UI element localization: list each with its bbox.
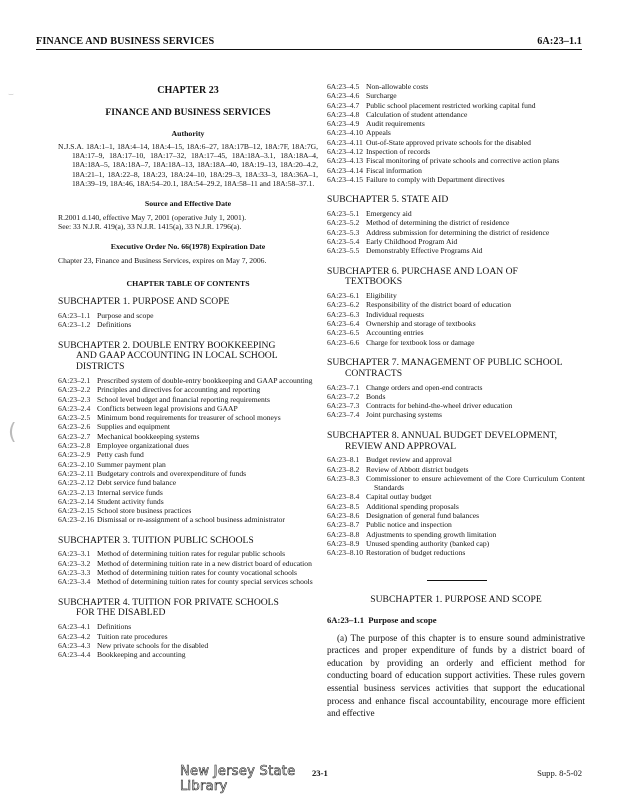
subchapter-title-continued: AND GAAP ACCOUNTING IN LOCAL SCHOOL DISTRICTS bbox=[76, 350, 278, 373]
toc-entry-title: Additional spending proposals bbox=[366, 501, 459, 511]
toc-entry-number: 6A:23–2.6 bbox=[58, 422, 91, 432]
subchapter-title-continued: TEXTBOOKS bbox=[345, 276, 403, 288]
source-line-2: See: 33 N.J.R. 419(a), 33 N.J.R. 1415(a), 33 N.J.R. 1796(a). bbox=[58, 221, 242, 231]
toc-entry-title: Prescribed system of double-entry bookkeeping and GAAP accounting bbox=[97, 375, 313, 385]
toc-entry bbox=[327, 166, 585, 175]
toc-entry-number: 6A:23–4.14 bbox=[327, 165, 364, 175]
toc-entry-number: 6A:23–4.2 bbox=[58, 631, 91, 641]
toc-entry-number: 6A:23–2.12 bbox=[58, 478, 95, 488]
toc-entry-number: 6A:23–8.9 bbox=[327, 538, 360, 548]
toc-entry bbox=[58, 441, 318, 450]
subchapter-toc-list bbox=[58, 622, 318, 659]
toc-entry bbox=[327, 511, 585, 520]
section-divider bbox=[427, 580, 487, 581]
toc-entry-number: 6A:23–4.13 bbox=[327, 156, 364, 166]
toc-entry bbox=[327, 520, 585, 529]
toc-entry-number: 6A:23–8.5 bbox=[327, 501, 360, 511]
toc-entry bbox=[327, 328, 585, 337]
toc-entry-number: 6A:23–4.8 bbox=[327, 109, 360, 119]
toc-entry-title: Non-allowable costs bbox=[366, 82, 429, 91]
toc-entry-number: 6A:23–2.15 bbox=[58, 506, 95, 516]
toc-entry-title: Employee organizational dues bbox=[97, 441, 189, 451]
toc-entry-title: Petty cash fund bbox=[97, 450, 144, 460]
toc-entry bbox=[58, 549, 318, 558]
subchapter-toc-list bbox=[58, 376, 318, 525]
toc-entry-title: Responsibility of the district board of education bbox=[366, 300, 512, 310]
toc-entry-title: Principles and directives for accounting and reporting bbox=[97, 385, 261, 395]
subchapter-toc-list bbox=[327, 209, 585, 255]
toc-entry-title: Out-of-State approved private schools for the disabled bbox=[366, 137, 531, 147]
toc-entry bbox=[58, 577, 318, 586]
subchapter-heading bbox=[58, 598, 318, 620]
toc-entry-title: Ownership and storage of textbooks bbox=[366, 319, 476, 329]
toc-entry-title: Method of determining the district of residence bbox=[366, 218, 510, 228]
toc-entry bbox=[327, 156, 585, 165]
toc-entry-number: 6A:23–8.7 bbox=[327, 520, 360, 530]
toc-entry bbox=[58, 641, 318, 650]
toc-entry-number: 6A:23–4.10 bbox=[327, 128, 364, 138]
toc-entry-title: Purpose and scope bbox=[97, 310, 154, 320]
toc-entry-number: 6A:23–8.8 bbox=[327, 529, 360, 539]
toc-entry bbox=[327, 410, 585, 419]
toc-entry bbox=[58, 506, 318, 515]
toc-entry bbox=[327, 319, 585, 328]
toc-entry bbox=[327, 147, 585, 156]
supplement-date: Supp. 8-5-02 bbox=[537, 768, 582, 778]
toc-entry bbox=[327, 119, 585, 128]
toc-entry-number: 6A:23–2.16 bbox=[58, 515, 95, 525]
toc-entry bbox=[327, 82, 585, 91]
toc-entry-number: 6A:23–8.2 bbox=[327, 464, 360, 474]
toc-entry bbox=[58, 497, 318, 506]
toc-entry bbox=[327, 383, 585, 392]
running-header bbox=[36, 36, 582, 50]
toc-entry bbox=[58, 478, 318, 487]
left-toc bbox=[58, 297, 318, 659]
toc-entry-number: 6A:23–4.12 bbox=[327, 147, 364, 157]
toc-entry-title: Restoration of budget reductions bbox=[366, 548, 466, 558]
toc-entry-number: 6A:23–2.9 bbox=[58, 450, 91, 460]
subchapter-title-continued: CONTRACTS bbox=[345, 367, 403, 379]
toc-entry bbox=[58, 376, 318, 385]
body-subchapter-heading: SUBCHAPTER 1. PURPOSE AND SCOPE bbox=[370, 593, 542, 605]
toc-entry-title: Tuition rate procedures bbox=[97, 631, 168, 641]
toc-entry bbox=[58, 559, 318, 568]
toc-entry-title: Designation of general fund balances bbox=[366, 511, 480, 521]
subchapter-title: SUBCHAPTER 4. TUITION FOR PRIVATE SCHOOLS bbox=[58, 596, 279, 608]
subchapter-title: SUBCHAPTER 6. PURCHASE AND LOAN OF bbox=[327, 265, 518, 277]
toc-entry bbox=[58, 311, 318, 320]
toc-entry-title: Commissioner to ensure achievement of the Core Curriculum Content Standards bbox=[366, 473, 585, 493]
subchapter-title: SUBCHAPTER 8. ANNUAL BUDGET DEVELOPMENT, bbox=[327, 429, 558, 441]
toc-entry-title: New private schools for the disabled bbox=[97, 640, 209, 650]
toc-entry bbox=[327, 237, 585, 246]
toc-entry-number: 6A:23–3.4 bbox=[58, 577, 91, 587]
subchapter-title: SUBCHAPTER 5. STATE AID bbox=[327, 194, 449, 206]
toc-entry bbox=[327, 539, 585, 548]
toc-entry-number: 6A:23–1.1 bbox=[58, 310, 91, 320]
toc-entry-title: Budget review and approval bbox=[366, 455, 452, 465]
toc-entry-title: Public notice and inspection bbox=[366, 520, 452, 530]
toc-entry bbox=[327, 209, 585, 218]
source-line-1: R.2001 d.140, effective May 7, 2001 (operative July 1, 2001). bbox=[58, 212, 247, 222]
toc-entry-title: Minimum bond requirements for treasurer of school moneys bbox=[97, 413, 281, 423]
subchapter-title-continued: REVIEW AND APPROVAL bbox=[345, 440, 457, 452]
authority-heading: Authority bbox=[171, 128, 205, 138]
section-heading bbox=[327, 616, 585, 625]
toc-entry bbox=[327, 291, 585, 300]
toc-entry-number: 6A:23–3.3 bbox=[58, 568, 91, 578]
toc-entry-number: 6A:23–2.8 bbox=[58, 441, 91, 451]
toc-entry-title: Change orders and open-end contracts bbox=[366, 382, 483, 392]
toc-entry-number: 6A:23–8.3 bbox=[327, 473, 360, 483]
toc-entry-number: 6A:23–8.4 bbox=[327, 492, 360, 502]
toc-entry-number: 6A:23–5.3 bbox=[327, 227, 360, 237]
toc-entry-number: 6A:23–4.6 bbox=[327, 91, 360, 101]
toc-entry bbox=[327, 128, 585, 137]
toc-entry-number: 6A:23–6.4 bbox=[327, 319, 360, 329]
section-number: 6A:23–1.1 bbox=[327, 615, 364, 626]
executive-order-text: Chapter 23, Finance and Business Services, expires on May 7, 2006. bbox=[58, 255, 267, 265]
toc-entry bbox=[327, 474, 585, 493]
toc-entry-title: Definitions bbox=[97, 622, 132, 632]
subchapter-title: SUBCHAPTER 2. DOUBLE ENTRY BOOKKEEPING bbox=[58, 339, 276, 351]
toc-entry-title: School level budget and financial reporting requirements bbox=[97, 394, 270, 404]
toc-entry bbox=[327, 502, 585, 511]
toc-entry bbox=[327, 465, 585, 474]
toc-entry bbox=[58, 320, 318, 329]
toc-entry-title: Contracts for behind-the-wheel driver education bbox=[366, 401, 513, 411]
toc-entry bbox=[58, 432, 318, 441]
toc-entry bbox=[327, 401, 585, 410]
toc-entry bbox=[327, 138, 585, 147]
toc-entry-number: 6A:23–4.15 bbox=[327, 174, 364, 184]
toc-entry-title: Capital outlay budget bbox=[366, 492, 432, 502]
toc-entry-number: 6A:23–8.6 bbox=[327, 511, 360, 521]
toc-entry-title: Audit requirements bbox=[366, 119, 425, 129]
header-title: FINANCE AND BUSINESS SERVICES bbox=[36, 36, 215, 47]
toc-entry-number: 6A:23–2.2 bbox=[58, 385, 91, 395]
toc-entry bbox=[327, 338, 585, 347]
toc-entry-title: Surcharge bbox=[366, 91, 397, 101]
toc-entry-number: 6A:23–4.11 bbox=[327, 137, 363, 147]
toc-entry-title: Mechanical bookkeeping systems bbox=[97, 431, 200, 441]
toc-entry-number: 6A:23–4.9 bbox=[327, 119, 360, 129]
right-column bbox=[327, 82, 585, 720]
subchapter-title: SUBCHAPTER 1. PURPOSE AND SCOPE bbox=[58, 296, 230, 308]
toc-entry-title: Unused spending authority (banked cap) bbox=[366, 538, 490, 548]
toc-entry-title: Inspection of records bbox=[366, 147, 431, 157]
toc-entry-title: Failure to comply with Department directives bbox=[366, 174, 505, 184]
scan-mark: ⌣ bbox=[8, 90, 14, 100]
toc-entry-number: 6A:23–2.3 bbox=[58, 394, 91, 404]
toc-entry-title: Accounting entries bbox=[366, 328, 424, 338]
toc-entry-number: 6A:23–2.7 bbox=[58, 431, 91, 441]
toc-entry-title: Joint purchasing systems bbox=[366, 410, 442, 420]
right-toc bbox=[327, 195, 585, 557]
toc-entry bbox=[58, 650, 318, 659]
toc-entry bbox=[327, 101, 585, 110]
toc-entry-number: 6A:23–7.2 bbox=[327, 391, 360, 401]
subchapter-title: SUBCHAPTER 3. TUITION PUBLIC SCHOOLS bbox=[58, 534, 254, 546]
subchapter-heading bbox=[327, 267, 585, 289]
toc-entry-number: 6A:23–6.3 bbox=[327, 309, 360, 319]
toc-entry bbox=[327, 392, 585, 401]
subchapter-toc-list bbox=[327, 291, 585, 347]
toc-entry-number: 6A:23–2.13 bbox=[58, 487, 95, 497]
toc-entry-number: 6A:23–5.1 bbox=[327, 209, 360, 219]
toc-entry-title: Summer payment plan bbox=[97, 459, 166, 469]
toc-entry bbox=[58, 515, 318, 524]
toc-entry-number: 6A:23–3.1 bbox=[58, 549, 91, 559]
toc-entry bbox=[58, 460, 318, 469]
chapter-number: CHAPTER 23 bbox=[157, 85, 219, 96]
toc-entry-title: Calculation of student attendance bbox=[366, 109, 468, 119]
toc-entry-number: 6A:23–8.1 bbox=[327, 455, 360, 465]
executive-order-heading: Executive Order No. 66(1978) Expiration Date bbox=[110, 242, 266, 252]
toc-entry-title: Method of determining tuition rates for county special services schools bbox=[97, 577, 313, 587]
toc-entry-number: 6A:23–6.6 bbox=[327, 337, 360, 347]
subchapter-title: SUBCHAPTER 7. MANAGEMENT OF PUBLIC SCHOOL bbox=[327, 356, 563, 368]
toc-entry bbox=[58, 622, 318, 631]
toc-entry bbox=[327, 310, 585, 319]
toc-entry-title: Demonstrably Effective Programs Aid bbox=[366, 246, 483, 256]
toc-entry-title: Bookkeeping and accounting bbox=[97, 650, 186, 660]
toc-entry-number: 6A:23–2.10 bbox=[58, 459, 95, 469]
subchapter-toc-list bbox=[327, 455, 585, 557]
scan-bracket: ( bbox=[8, 420, 17, 445]
subchapter-heading bbox=[58, 341, 318, 373]
subchapter-toc-list bbox=[58, 311, 318, 330]
section-title: Purpose and scope bbox=[368, 615, 437, 626]
toc-entry bbox=[327, 300, 585, 309]
toc-entry bbox=[58, 450, 318, 459]
toc-entry-number: 6A:23–2.4 bbox=[58, 403, 91, 413]
toc-entry-number: 6A:23–6.1 bbox=[327, 291, 360, 301]
subchapter-heading bbox=[327, 431, 585, 453]
toc-entry-number: 6A:23–6.2 bbox=[327, 300, 360, 310]
toc-entry bbox=[327, 228, 585, 237]
toc-entry bbox=[58, 632, 318, 641]
subchapter-heading bbox=[58, 297, 318, 308]
toc-entry-number: 6A:23–4.7 bbox=[327, 100, 360, 110]
toc-entry bbox=[327, 530, 585, 539]
toc-entry-number: 6A:23–2.5 bbox=[58, 413, 91, 423]
chapter-title: FINANCE AND BUSINESS SERVICES bbox=[105, 107, 271, 119]
toc-entry-number: 6A:23–7.3 bbox=[327, 401, 360, 411]
toc-entry-number: 6A:23–5.4 bbox=[327, 236, 360, 246]
toc-entry-number: 6A:23–4.4 bbox=[58, 650, 91, 660]
toc-entry bbox=[58, 395, 318, 404]
toc-entry-title: Debt service fund balance bbox=[97, 478, 177, 488]
toc-entry-number: 6A:23–5.5 bbox=[327, 246, 360, 256]
toc-entry-title: Bonds bbox=[366, 391, 386, 401]
toc-entry-title: Appeals bbox=[366, 128, 391, 138]
toc-entry-title: Fiscal information bbox=[366, 165, 422, 175]
toc-entry-title: Early Childhood Program Aid bbox=[366, 236, 458, 246]
toc-entry bbox=[327, 110, 585, 119]
toc-entry bbox=[58, 422, 318, 431]
toc-entry-number: 6A:23–3.2 bbox=[58, 558, 91, 568]
toc-entry-title: Dismissal or re-assignment of a school business administrator bbox=[97, 515, 285, 525]
toc-entry bbox=[58, 413, 318, 422]
toc-entry-number: 6A:23–4.1 bbox=[58, 622, 91, 632]
toc-entry-title: School store business practices bbox=[97, 506, 192, 516]
toc-entry-title: Conflicts between legal provisions and GAAP bbox=[97, 403, 238, 413]
section-body: (a) The purpose of this chapter is to ensure sound administrative practices and proper expenditure of funds by a district board of education by providing an orderly and efficient method for conducting board of education support activities. These rules govern essential business services activities that support the educational process and enhance fiscal accountability, encourage more efficient and effective bbox=[327, 632, 585, 719]
toc-entry-title: Fiscal monitoring of private schools and corrective action plans bbox=[366, 156, 560, 166]
toc-entry-title: Adjustments to spending growth limitation bbox=[366, 529, 497, 539]
library-watermark: New Jersey State Library bbox=[180, 764, 296, 794]
toc-entry-number: 6A:23–7.1 bbox=[327, 382, 360, 392]
toc-entry bbox=[58, 469, 318, 478]
toc-entry-number: 6A:23–5.2 bbox=[327, 218, 360, 228]
subchapter-toc-list bbox=[327, 383, 585, 420]
header-section-number: 6A:23–1.1 bbox=[537, 36, 582, 47]
toc-entry bbox=[327, 492, 585, 501]
toc-entry-number: 6A:23–2.1 bbox=[58, 375, 91, 385]
toc-entry bbox=[58, 385, 318, 394]
toc-entry bbox=[327, 175, 585, 184]
toc-entry-title: Student activity funds bbox=[97, 496, 164, 506]
toc-entry-number: 6A:23–1.2 bbox=[58, 320, 91, 330]
toc-entry-title: Method of determining tuition rates for regular public schools bbox=[97, 549, 286, 559]
subchapter-toc-list bbox=[58, 549, 318, 586]
toc-entry-number: 6A:23–4.3 bbox=[58, 640, 91, 650]
toc-entry bbox=[327, 548, 585, 557]
page-number: 23-1 bbox=[312, 768, 328, 778]
toc-entry-title: Definitions bbox=[97, 320, 132, 330]
toc-entry-title: Emergency aid bbox=[366, 209, 412, 219]
toc-entry-title: Individual requests bbox=[366, 309, 424, 319]
subchapter-heading bbox=[327, 358, 585, 380]
subchapter-title-continued: FOR THE DISABLED bbox=[76, 607, 166, 619]
toc-entry bbox=[327, 246, 585, 255]
toc-entry-title: Method of determining tuition rates for county vocational schools bbox=[97, 568, 297, 578]
toc-entry-title: Eligibility bbox=[366, 291, 397, 301]
toc-entry-title: Supplies and equipment bbox=[97, 422, 170, 432]
toc-entry-title: Method of determining tuition rate in a new district board of education bbox=[97, 558, 312, 568]
right-toc-continued bbox=[327, 82, 585, 184]
toc-entry-title: Internal service funds bbox=[97, 487, 163, 497]
subchapter-heading bbox=[327, 195, 585, 206]
toc-entry-title: Address submission for determining the district of residence bbox=[366, 227, 550, 237]
toc-entry-title: Budgetary controls and overexpenditure of funds bbox=[97, 468, 247, 478]
left-column bbox=[58, 74, 318, 659]
toc-entry-number: 6A:23–7.4 bbox=[327, 410, 360, 420]
toc-entry bbox=[58, 488, 318, 497]
toc-entry-title: Review of Abbott district budgets bbox=[366, 464, 469, 474]
toc-entry-number: 6A:23–4.5 bbox=[327, 82, 360, 91]
toc-entry-title: Public school placement restricted working capital fund bbox=[366, 100, 536, 110]
toc-entry-number: 6A:23–2.14 bbox=[58, 496, 95, 506]
toc-entry-title: Charge for textbook loss or damage bbox=[366, 337, 475, 347]
toc-entry-number: 6A:23–2.11 bbox=[58, 468, 94, 478]
toc-heading: CHAPTER TABLE OF CONTENTS bbox=[126, 278, 250, 288]
subchapter-heading bbox=[58, 536, 318, 547]
toc-entry bbox=[58, 568, 318, 577]
toc-entry bbox=[327, 218, 585, 227]
toc-entry bbox=[58, 404, 318, 413]
toc-entry bbox=[327, 91, 585, 100]
toc-entry-number: 6A:23–8.10 bbox=[327, 548, 364, 558]
toc-entry-number: 6A:23–6.5 bbox=[327, 328, 360, 338]
source-heading: Source and Effective Date bbox=[144, 199, 232, 209]
authority-text: N.J.S.A. 18A:1–1, 18A:4–14, 18A:4–15, 18A:6–27, 18A:17B–12, 18A:7F, 18A:7G, 18A:17–9, 18A:17–10, 18A:17–32, 18A:17–45, 18A:18A–3.1, 18A:18A–4, 18A:18A–5, 18A:18A–7, 18A:18A–13, 18A:18A–40, 18A:19–13, 18A:20–4.2, 18A:21–1, 18A:22–8, 18A:23, 18A:24–10, 18A:29–3, 18A:33–3, 18A:36A–1, 18A:39–19, 18A:46, 18A:54–20.1, 18A:54–29.2, 18A:58–11 and 18A:58–37.1. bbox=[58, 141, 318, 189]
header-rule bbox=[36, 49, 582, 50]
toc-entry bbox=[327, 455, 585, 464]
